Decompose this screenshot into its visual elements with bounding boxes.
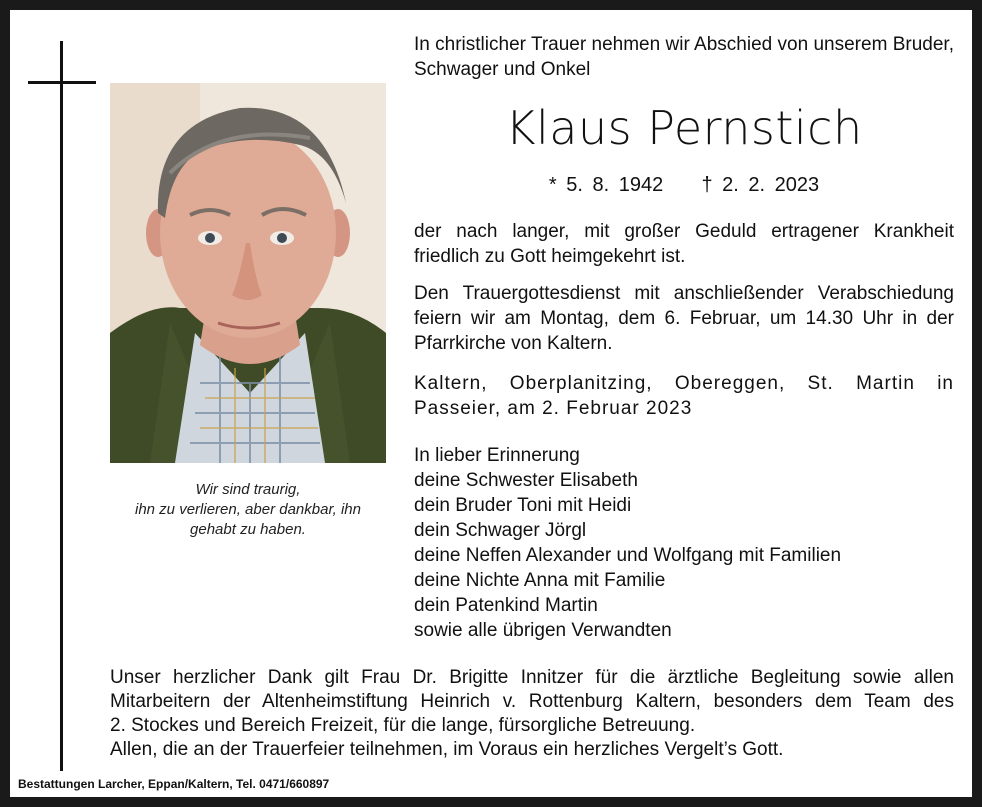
thanks-line: 2. Stockes und Bereich Freizeit, für die lange, fürsorgliche Betreuung. [110,715,696,736]
list-item: deine Neffen Alexander und Wolfgang mit Familien [414,545,842,566]
thanks-line: Mitarbeitern der Altenheimstiftung Heinrich v. Rottenburg Kaltern, besonders dem Team des [110,691,954,712]
funeral-home-credit: Bestattungen Larcher, Eppan/Kaltern, Tel. 0471/660897 [18,777,330,791]
list-item: In lieber Erinnerung [414,445,580,466]
illness-text: der nach langer, mit großer Geduld ertragener Krankheit friedlich zu Gott heimgekehrt ist. [414,221,954,267]
quote-line: Wir sind traurig, [195,481,301,498]
place-date-text: Kaltern, Oberplanitzing, Obereggen, St. Martin in Passeier, am 2. Februar 2023 [414,373,954,419]
list-item: deine Schwester Elisabeth [414,470,638,491]
portrait-photo [110,83,386,463]
thanks-text [110,666,954,762]
quote-line: ihn zu verlieren, aber dankbar, ihn [135,501,361,518]
cross-icon-bar [28,81,96,84]
service-text: Den Trauergottesdienst mit anschließender Verabschiedung feiern wir am Montag, dem 6. Februar, um 14.30 Uhr in der Pfarrkirche von Kaltern. [414,283,954,354]
thanks-line: Allen, die an der Trauerfeier teilnehmen, im Voraus ein herzliches Vergelt’s Gott. [110,739,784,760]
deceased-name: Klaus Pernstich [505,101,863,155]
thanks-line: Unser herzlicher Dank gilt Frau Dr. Brigitte Innitzer für die ärztliche Begleitung sowie allen [110,667,954,688]
intro-text: In christlicher Trauer nehmen wir Abschied von unserem Bruder, Schwager und Onkel [414,34,954,80]
list-item: dein Patenkind Martin [414,595,598,616]
life-dates: * 5. 8. 1942 † 2. 2. 2023 [548,174,820,196]
list-item: dein Schwager Jörgl [414,520,587,541]
obituary-card [10,10,972,797]
memorial-quote [110,480,386,540]
relatives-list [414,443,954,643]
list-item: deine Nichte Anna mit Familie [414,570,666,591]
list-item: dein Bruder Toni mit Heidi [414,495,632,516]
list-item: sowie alle übrigen Verwandten [414,620,672,641]
quote-line: gehabt zu haben. [190,521,306,538]
cross-icon [60,41,63,771]
